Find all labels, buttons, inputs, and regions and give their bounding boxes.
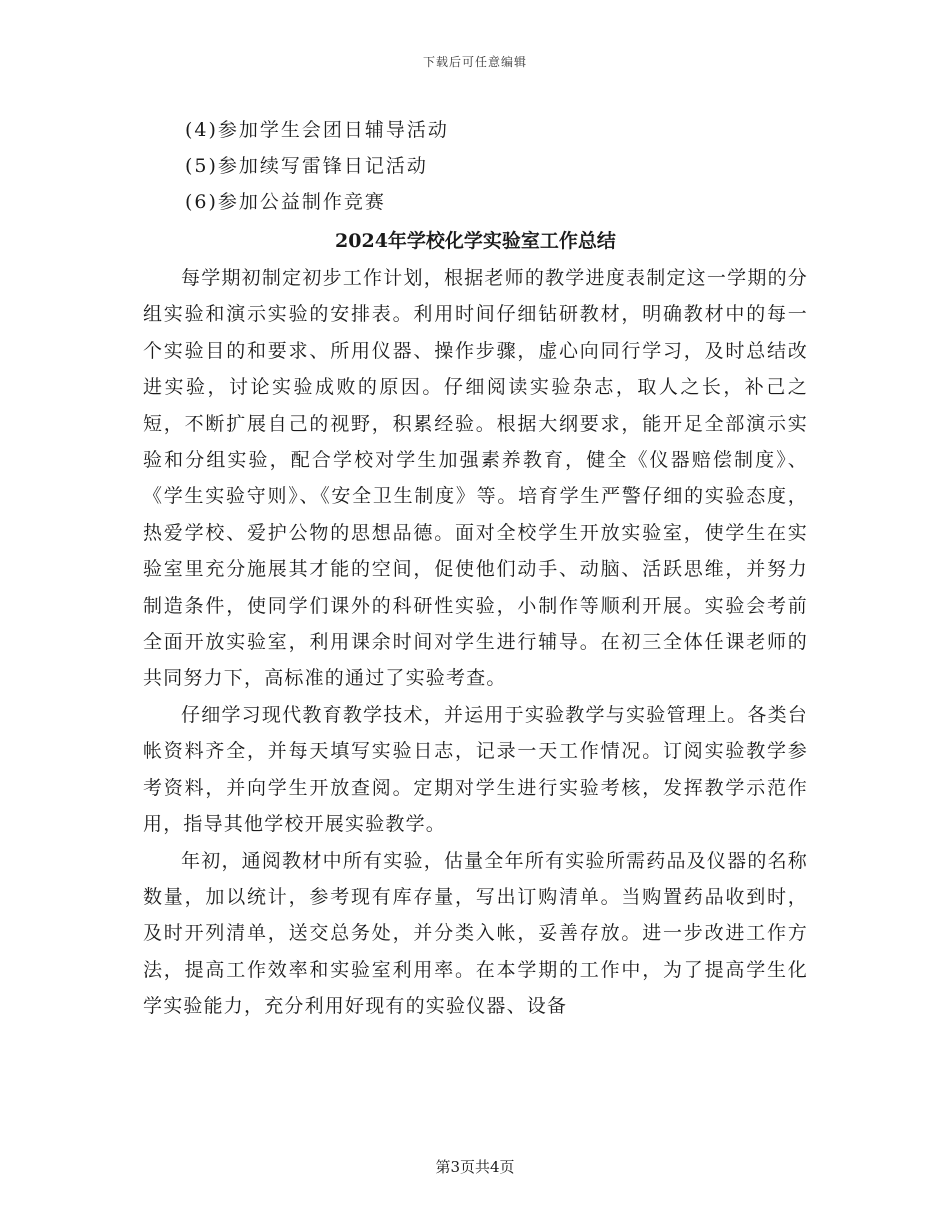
paragraph: 仔细学习现代教育教学技术，并运用于实验教学与实验管理上。各类台帐资料齐全，并每天填写实验日志，记录一天工作情况。订阅实验教学参考资料，并向学生开放查阅。定期对学生进行实验考核，发挥教学示范作用，指导其他学校开展实验教学。 xyxy=(143,703,808,836)
page-header: 下载后可任意编辑 xyxy=(422,55,527,69)
document-title: 2024年学校化学实验室工作总结 xyxy=(335,230,616,252)
list-item: (6)参加公益制作竞赛 xyxy=(185,191,386,213)
paragraph: 年初，通阅教材中所有实验，估量全年所有实验所需药品及仪器的名称数量，加以统计，参考现有库存量，写出订购清单。当购置药品收到时，及时开列清单，送交总务处，并分类入帐，妥善存放。进一步改进工作方法，提高工作效率和实验室利用率。在本学期的工作中，为了提高学生化学实验能力，充分利用好现有的实验仪器、设备 xyxy=(143,849,808,1018)
document-body xyxy=(143,112,808,1025)
paragraph: 每学期初制定初步工作计划，根据老师的教学进度表制定这一学期的分组实验和演示实验的安排表。利用时间仔细钻研教材，明确教材中的每一个实验目的和要求、所用仪器、操作步骤，虚心向同行学习，及时总结改进实验，讨论实验成败的原因。仔细阅读实验杂志，取人之长，补己之短，不断扩展自己的视野，积累经验。根据大纲要求，能开足全部演示实验和分组实验，配合学校对学生加强素养教育，健全《仪器赔偿制度》、《学生实验守则》、《安全卫生制度》等。培育学生严警仔细的实验态度，热爱学校、爱护公物的思想品德。面对全校学生开放实验室，使学生在实验室里充分施展其才能的空间，促使他们动手、动脑、活跃思维，并努力制造条件，使同学们课外的科研性实验，小制作等顺利开展。实验会考前全面开放实验室，利用课余时间对学生进行辅导。在初三全体任课老师的共同努力下，高标准的通过了实验考查。 xyxy=(143,267,808,690)
list-item: (5)参加续写雷锋日记活动 xyxy=(185,155,428,177)
list-item: (4)参加学生会团日辅导活动 xyxy=(185,119,449,141)
page-number: 第3页共4页 xyxy=(435,1158,515,1176)
